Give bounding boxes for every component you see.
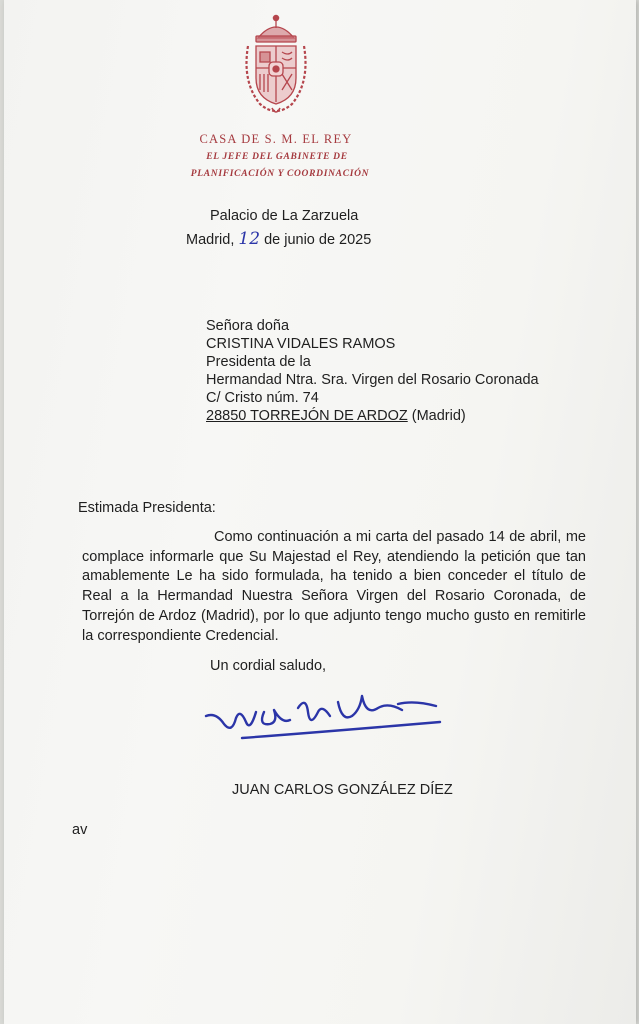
- signature-icon: [202, 682, 452, 752]
- recipient-street: C/ Cristo núm. 74: [206, 390, 319, 406]
- letterhead-institution: CASA DE S. M. EL REY: [199, 132, 353, 146]
- recipient-postal-city: 28850 TORREJÓN DE ARDOZ: [206, 408, 408, 424]
- date-city: Madrid,: [186, 232, 235, 248]
- letter-place: Palacio de La Zarzuela: [210, 208, 359, 224]
- recipient-name: CRISTINA VIDALES RAMOS: [206, 336, 396, 352]
- date-day-handwritten: 12: [238, 229, 261, 249]
- recipient-salutation: Señora doña: [206, 318, 290, 334]
- letterhead-office-line1: EL JEFE DEL GABINETE DE: [206, 152, 348, 162]
- recipient-organization: Hermandad Ntra. Sra. Virgen del Rosario Coronada: [206, 372, 539, 388]
- letter-body: Como continuación a mi carta del pasado 14 de abril, me complace informarle que Su Majestad el Rey, atendiendo la petición que tan amablemente Le ha sido formulada, ha tenido a bien conceder el título de Real a la Hermandad Nuestra Señora Virgen del Rosario Coronada, de Torrejón de Ardoz (Madrid), por lo que adjunto tengo mucho gusto en remitirle la correspondiente Credencial.: [82, 529, 586, 644]
- letter-date: [186, 229, 371, 249]
- letterhead-office-line2: PLANIFICACIÓN Y COORDINACIÓN: [190, 169, 370, 179]
- reference-initials: av: [72, 822, 88, 838]
- signer-name: JUAN CARLOS GONZÁLEZ DÍEZ: [232, 782, 453, 798]
- date-rest: de junio de 2025: [264, 232, 372, 248]
- recipient-city: [206, 408, 466, 424]
- letter-page: [4, 0, 636, 1024]
- royal-coat-of-arms-icon: [238, 12, 314, 120]
- closing: Un cordial saludo,: [210, 658, 327, 674]
- recipient-region: (Madrid): [411, 408, 466, 424]
- greeting: Estimada Presidenta:: [78, 500, 216, 516]
- recipient-title: Presidenta de la: [206, 354, 311, 370]
